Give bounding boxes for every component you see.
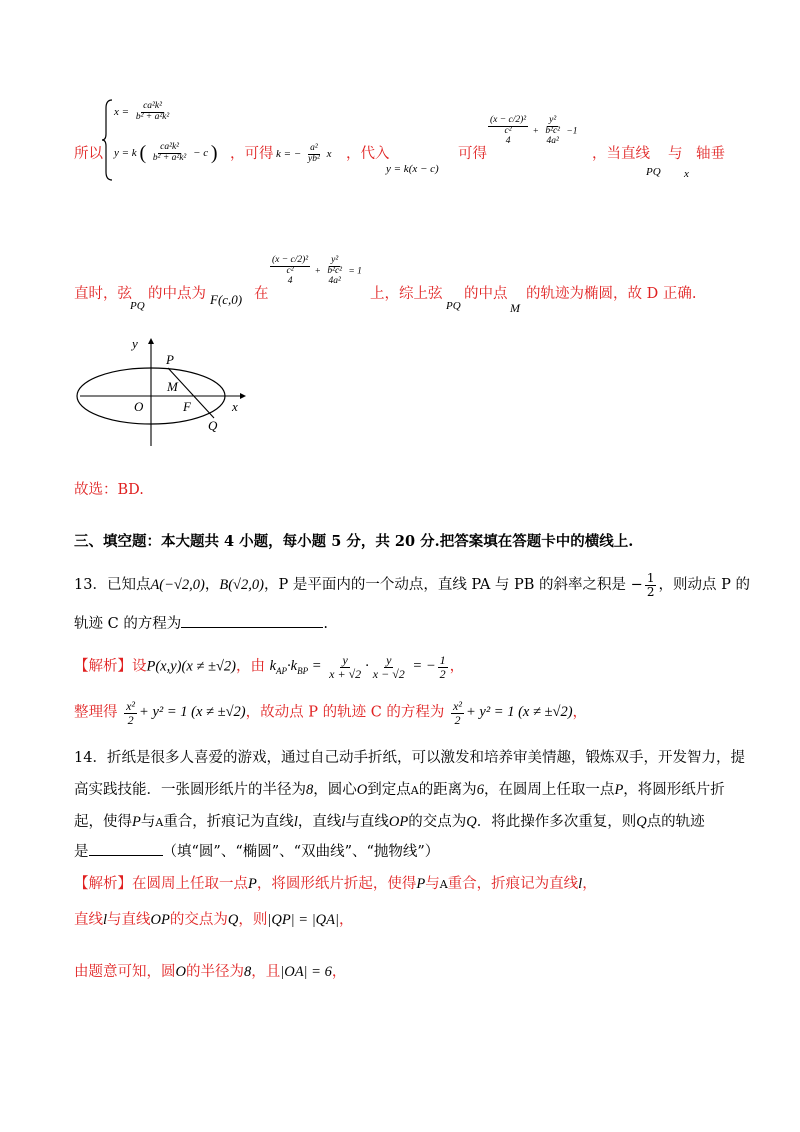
sol13-you: ，由 [235,658,265,675]
sol14-l2b: 与直线 [107,912,151,928]
sol14-line1 [74,872,597,893]
q13-line2 [74,612,328,633]
sol13-guzer: ，故动点 P 的轨迹 C 的方程为 [245,704,445,721]
sol14-l: l [578,876,583,892]
q14-l2c: 到定点 [367,782,411,798]
q14-l4b: （填“圆”、“椭圆”、“双曲线”、“抛物线”） [162,844,440,860]
q14-P: P [614,782,624,798]
q13-half-den: 2 [646,584,655,599]
ellipse1-num-a: (x − c/2)² [490,115,527,125]
eq-y-frac [151,143,188,164]
eq-ellipse-1 [486,116,578,147]
sol13-comma: ， [449,658,465,675]
ellipse2-frac-b [325,256,344,287]
text-suoyi: 所以 [74,146,103,162]
ellipse2-num-a: (x − c/2)² [272,255,309,265]
ellipse2-eq: = 1 [348,266,362,277]
sol14-l1a: 在圆周上任取一点 [132,876,248,892]
sol14-P: P [248,876,257,892]
y-axis-arrow-icon [148,338,154,344]
text-tail: 的轨迹为椭圆，故 D 正确. [526,286,697,302]
eq-k-num: a² [310,143,318,153]
sol13-k-ap: AP [276,666,288,677]
eq-y-den: b² + a²k² [152,153,187,163]
q14-line2 [74,778,725,799]
sol13-slope-product [269,653,450,681]
q14-l2f: ，将圆形纸片折 [623,782,725,798]
q14-l4a: 是 [74,844,89,860]
sol13-eq2: = − [408,658,436,675]
ellipse1-den-a2: 4 [505,135,511,146]
text-dairu: ，代入 [346,146,390,162]
sol14-l1e: ， [582,876,597,892]
sol14-QPQA: |QP| = |QA| [267,912,339,928]
sol14-line3 [74,960,346,981]
sol13-xx-frac [124,700,137,726]
sol14-r: 8 [243,964,252,980]
q14-r: 8 [306,782,314,798]
text-yu: 与 [668,146,683,162]
sol13-cond: (x ≠ ±√2) [191,704,246,721]
sol13-end: ， [572,704,588,721]
sol14-l2: l [103,912,108,928]
eq-k-tail: x [326,148,332,160]
sol13-eq-a [122,699,246,727]
text-zai: 在 [254,286,269,302]
ellipse-figure [70,334,250,454]
ellipse1-tail: −1 [566,126,578,137]
ellipse1-num-b: y² [549,115,557,125]
sol13-f3-num: 1 [439,653,446,667]
q14-A: A [410,784,419,797]
sol13-xx-num2: x² [453,699,462,713]
q14-A2: A [155,816,164,829]
ellipse2-den-b2: 4a² [328,275,341,286]
text-kede2: 可得 [458,146,487,162]
sol13-f1-num: y [342,653,348,667]
fig-label-x: x [232,399,238,414]
sol13-xx-den2: 2 [454,712,461,727]
q14-l2d: 的距离为 [418,782,477,798]
sol13-f3-den: 2 [439,666,446,681]
sol13-frac1 [327,654,363,680]
eq-x [114,102,173,123]
ellipse1-frac-a [488,116,528,147]
q13-answer-blank[interactable] [181,613,323,628]
text-shang: 上，综上弦 [370,286,443,302]
sol13-k: k [269,658,277,675]
sol14-O: O [175,964,186,980]
q13-half [645,572,657,598]
q13-text-a: 已知点 [106,577,151,594]
q14-l3b: 与 [140,814,156,830]
sol14-Q: Q [227,912,239,928]
q13-line1 [74,572,750,598]
q14-l3f: 的交点为 [408,814,467,830]
sol13-she: 设 [132,658,147,675]
sol14-l2a: 直线 [74,912,103,928]
q14-l3g: ．将此操作多次重复，则 [476,814,637,830]
ellipse1-frac-b [543,116,562,147]
sol13-tag: 【解析】 [74,658,132,675]
sol14-l2e: ， [339,912,354,928]
q13-half-num: 1 [646,571,655,585]
label-x: x [684,168,689,180]
q14-l: l [293,814,298,830]
sol14-l1b: ，将圆形纸片折起，使得 [256,876,417,892]
eq-y-tail: − c [193,147,209,160]
sol13-eq: = [308,658,326,675]
sol14-A: A [439,878,448,891]
q13-comma: ， [204,577,220,594]
sol14-l2d: ，则 [238,912,268,928]
eq-ellipse-2 [268,256,362,287]
sol13-f2-num: y [386,653,392,667]
sol13-xx-frac2 [451,700,464,726]
eq-x-frac [134,102,171,123]
q13-neg: − [630,577,643,594]
sol14-l3a: 由题意可知，圆 [74,964,176,980]
label-F-point: F(c,0) [210,292,243,307]
sol14-P2: P [416,876,426,892]
q14-l3h: 点的轨迹 [646,814,705,830]
sol14-l2c: 的交点为 [169,912,228,928]
sol14-OP: OP [150,912,170,928]
q14-l3d: ，直线 [297,814,342,830]
label-pq1: PQ [130,300,145,312]
q14-line3 [74,810,705,831]
sol13-y2: + y² = 1 [139,704,188,721]
q14-Q: Q [466,814,477,830]
text-mid: 的中点为 [148,286,206,302]
sol13-eq-b [449,699,573,727]
answer-bd: 故选：BD. [74,482,144,498]
q14-Q2: Q [636,814,647,830]
left-brace-icon [102,98,114,182]
ellipse1-den-b: b²c² [545,125,561,136]
q14-d: 6 [476,782,484,798]
fig-label-Q: Q [208,418,218,433]
eq-x-lhs: x = [114,106,130,118]
fig-label-F: F [183,399,191,414]
text-dang: ，当直线 [592,146,650,162]
ellipse2-plus: + [314,266,321,277]
fig-label-O: O [134,399,144,414]
q13-point-B: B(√2,0) [219,577,264,594]
ellipse2-den-a2: 4 [287,275,293,286]
sol14-line2 [74,908,354,929]
eq-k-frac [306,144,322,165]
text-kede: ，可得 [230,146,274,162]
q13-period: . [323,616,328,632]
q14-l2a: 高实践技能．一张圆形纸片的半径为 [74,782,306,798]
sol13-frac2 [371,654,407,680]
sol13-cond2: (x ≠ ±√2) [518,704,573,721]
sol13-frac3 [438,654,448,680]
q14-O: O [356,782,368,798]
q13-num: 13． [74,577,107,594]
fig-label-M: M [167,379,178,394]
sol13-point-P: P(x,y)(x ≠ ±√2) [146,658,236,675]
sol13-y2b: + y² = 1 [465,704,515,721]
text-axis: 轴垂 [696,146,725,162]
sol14-tag: 【解析】 [74,876,132,892]
ellipse1-den-b2: 4a² [546,135,559,146]
q13-point-A: A(−√2,0) [150,577,205,594]
sol14-OA: |OA| = 6 [280,964,332,980]
sol14-l1c: 与 [425,876,440,892]
q14-line1: 14．折纸是很多人喜爱的游戏，通过自己动手折纸，可以激发和培养审美情趣，锻炼双手，开发智力，提 [74,750,745,766]
q14-answer-blank[interactable] [89,841,163,856]
q14-l3c: 重合，折痕记为直线 [163,814,294,830]
section3-heading: 三、填空题：本大题共 4 小题，每小题 5 分，共 20 分.把答案填在答题卡中的横线上. [74,533,634,550]
sol13-f2-den: x − √2 [372,666,405,681]
label-pq: PQ [646,166,661,178]
label-M: M [510,301,520,315]
sol13-dot-k: ·k [287,658,298,675]
q13-text-c: ，则动点 P 的 [658,577,750,594]
eq-y: y = k ( $\frac{\text{ca²k²}}{\text{b² + a²k²}}$ − c ) [114,142,218,164]
q14-line4 [74,840,439,861]
text-zhishi: 直时，弦 [74,286,132,302]
sol13-f1-den: x + √2 [329,666,362,681]
sol13-mul: · [365,658,369,675]
eq-k-lhs: k = − [276,148,302,160]
ellipse2-den-a: c² [286,265,294,276]
sol13-xx-den: 2 [127,712,134,727]
eq-x-num: ca²k² [143,101,162,111]
q14-l3a: 起，使得 [74,814,132,830]
q14-l3e: 与直线 [345,814,389,830]
q14-l2e: ，在圆周上任取一点 [483,782,615,798]
ellipse2-num-b: y² [331,255,339,265]
q14-P2: P [132,814,141,830]
ellipse2-den-b: b²c² [327,265,343,276]
sol14-l3c: ，且 [251,964,281,980]
eq-k [276,144,331,165]
fig-label-P: P [166,352,174,367]
q14-l2b: ，圆心 [313,782,357,798]
sol13-zhengli: 整理得 [74,704,118,721]
fig-label-y: y [132,336,138,351]
label-pq2: PQ [446,300,461,312]
eq-k-den: yb² [307,153,320,164]
sol14-l3d: ， [331,964,347,980]
ellipse1-den-a: c² [504,125,512,136]
sol13-xx-num: x² [126,699,136,713]
eq-line: y = k(x − c) [386,163,439,175]
q13-line2-text: 轨迹 C 的方程为 [74,616,182,632]
x-axis-arrow-icon [240,393,246,399]
sol14-l1d: 重合，折痕记为直线 [447,876,579,892]
eq-x-den: b² + a²k² [135,111,170,122]
sol13-line1 [74,654,464,680]
eq-y-num: ca²k² [160,142,180,153]
ellipse1-plus: + [532,126,539,137]
text-mid2: 的中点 [464,286,508,302]
q14-OP: OP [388,814,409,830]
q13-text-b: ，P 是平面内的一个动点，直线 PA 与 PB 的斜率之积是 [263,577,627,594]
ellipse2-frac-a [270,256,310,287]
eq-y-lhs: y = k [114,147,137,160]
q14-l2: l [341,814,346,830]
sol14-l3b: 的半径为 [185,964,244,980]
sol13-k-bp: BP [297,666,309,677]
sol13-line2 [74,700,587,726]
